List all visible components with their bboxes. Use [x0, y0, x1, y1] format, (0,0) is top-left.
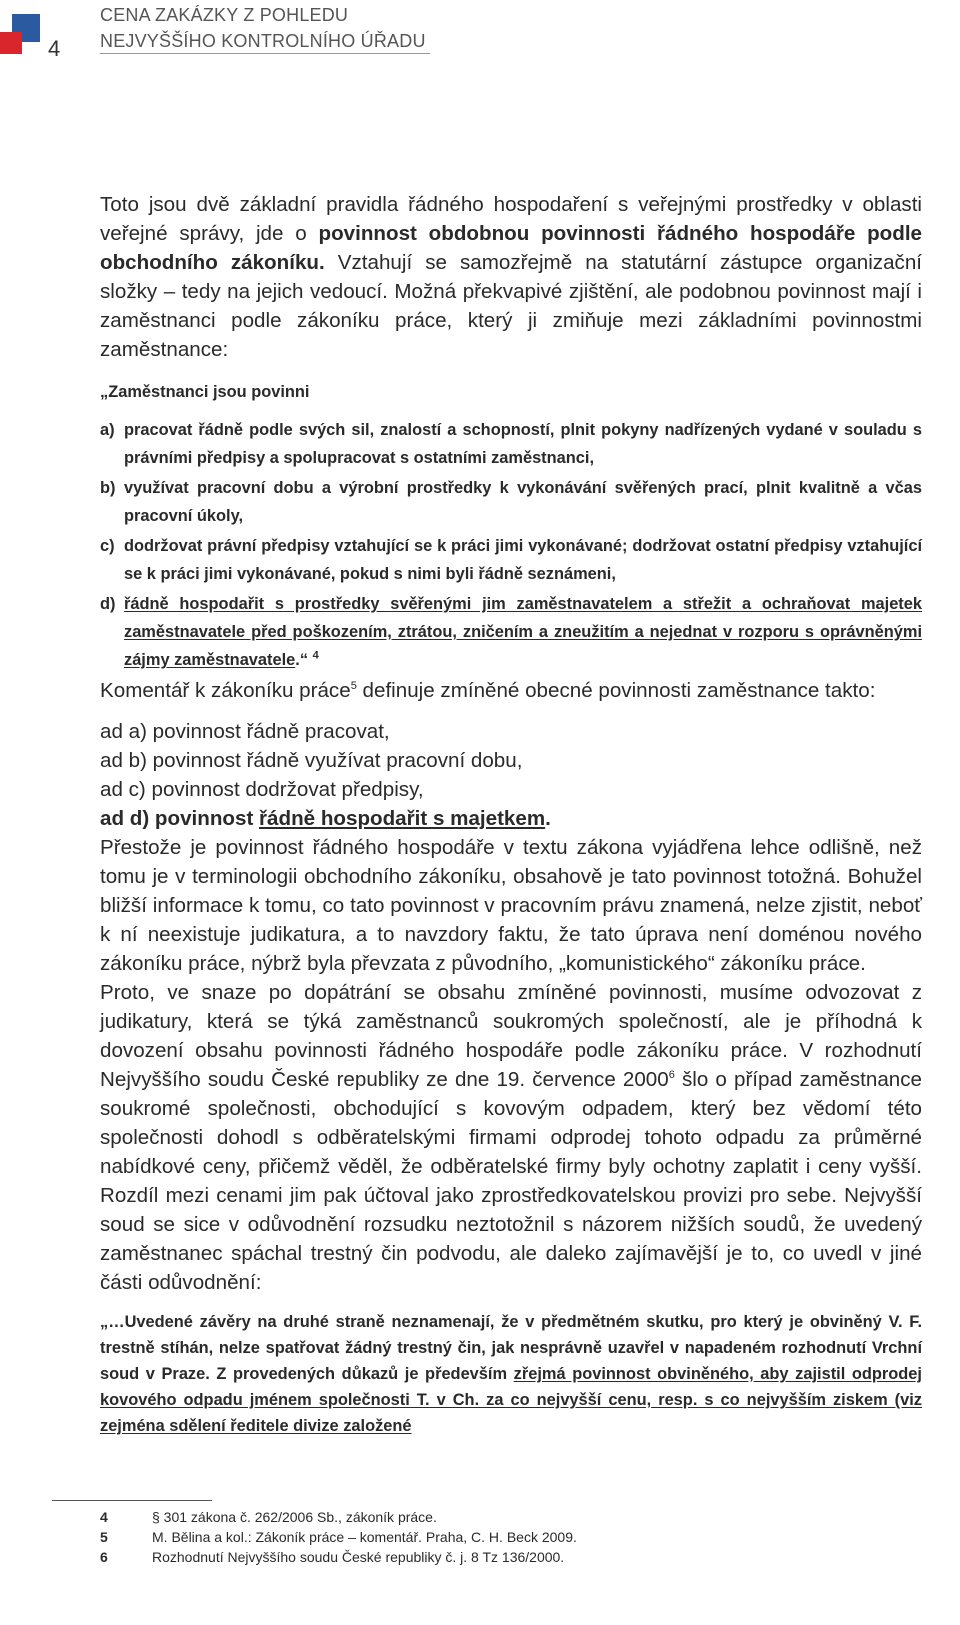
footnote-ref-5[interactable]: 5 — [350, 680, 357, 693]
p1-text-a: Toto jsou dvě základní pravidla řádného hospodaření s veřejnými prostředky v oblasti veřejné správy, jde o — [100, 193, 922, 245]
p1-bold-text: povinnost obdobnou povinnosti řádného hospodáře podle obchodního zákoníku. — [100, 222, 923, 274]
running-header — [100, 2, 426, 54]
item-d-underlined: řádně hospodařit s prostředky svěřenými jim zaměstnavatelem a střežit a ochraňovat majetek zaměstnavatele před poškozením, ztrátou, zničením a zneužitím a nejednat v rozporu s oprávněnými zájmy zaměstnavatele — [124, 595, 922, 669]
footnote-number: 5 — [100, 1529, 108, 1545]
commentary-list — [100, 717, 922, 833]
item-marker: c) — [100, 537, 115, 555]
item-text: dodržovat právní předpisy vztahující se k práci jimi vykonávané; dodržovat ostatní předpisy vztahující se k práci jimi vykonávané, pokud s nimi byli řádně seznámeni, — [124, 537, 922, 583]
quote1-item-a — [100, 416, 922, 472]
footnote-text: Rozhodnutí Nejvyššího soudu České republiky č. j. 8 Tz 136/2000. — [152, 1549, 565, 1565]
footnote-rule — [52, 1500, 212, 1501]
page-number: 4 — [48, 36, 61, 61]
p2-text-a: Komentář k zákoníku práce — [100, 679, 351, 702]
quote1-item-d — [100, 590, 922, 674]
footnote-text: § 301 zákona č. 262/2006 Sb., zákoník práce. — [152, 1509, 437, 1525]
p4-text-b: šlo o případ zaměstnance soukromé společnosti, obchodující s kovovým odpadem, který bez vědomí této společnosti dohodl s odběratelskými firmami odprodej tohoto odpadu za průměrné nabídkové ceny, přičemž věděl, že odběratelské firmy byly ochotny zaplatit i ceny vyšší. Rozdíl mezi cenami jim pak účtoval jako zprostředkovatelskou provizi pro sebe. Nejvyšší soud se sice v odůvodnění rozsudku neztotožnil s názorem nižších soudů, že uvedený zaměstnanec spáchal trestný čin podvodu, ale daleko zajímavější je to, co uvedl v jiné části odůvodnění: — [100, 1068, 922, 1294]
nku-logo — [0, 14, 42, 56]
ad-a: ad a) povinnost řádně pracovat, — [100, 720, 390, 743]
ad-c: ad c) povinnost dodržovat předpisy, — [100, 778, 424, 801]
main-text — [100, 190, 922, 1439]
footnote-6 — [100, 1547, 577, 1567]
quote-2 — [100, 1309, 922, 1439]
item-text: využívat pracovní dobu a výrobní prostředky k vykonávání svěřených prací, plnit kvalitně a včas pracovní úkoly, — [124, 479, 922, 525]
running-title-line2: NEJVYŠŠÍHO KONTROLNÍHO ÚŘADU — [100, 31, 426, 51]
item-marker: b) — [100, 479, 116, 497]
quote1-intro: „Zaměstnanci jsou povinni — [100, 383, 310, 401]
paragraph-2 — [100, 676, 922, 705]
paragraph-1 — [100, 190, 922, 364]
p2-text-b: definuje zmíněné obecné povinnosti zaměstnance takto: — [356, 679, 876, 702]
quote2-underlined: zřejmá povinnost obviněného, aby zajistil odprodej kovového odpadu jménem společnosti T. v Ch. za co nejvyšší cenu, resp. s co nejvyšším ziskem (viz zejména sdělení ředitele divize založené — [100, 1365, 922, 1435]
item-marker: d) — [100, 595, 116, 613]
p1-text-c: Vztahují se samozřejmě na statutární zástupce organizační složky – tedy na jejich vedoucí. Možná překvapivé zjištění, ale podobnou povinnost mají i zaměstnanci podle zákoníku práce, který ji zmiňuje mezi základními povinnostmi zaměstnance: — [100, 251, 922, 361]
footnote-5 — [100, 1527, 577, 1547]
quote1-item-c — [100, 532, 922, 588]
item-text — [124, 590, 922, 674]
ad-d — [100, 804, 922, 833]
ad-d-post: . — [545, 807, 551, 830]
ad-b: ad b) povinnost řádně využívat pracovní dobu, — [100, 749, 523, 772]
paragraph-4 — [100, 978, 922, 1297]
footnotes — [100, 1507, 577, 1567]
logo-red-square — [0, 32, 22, 54]
footnote-number: 6 — [100, 1549, 108, 1565]
item-marker: a) — [100, 421, 115, 439]
footnote-4 — [100, 1507, 577, 1527]
ad-d-underlined: řádně hospodařit s majetkem — [259, 807, 546, 830]
running-title-line1: CENA ZAKÁZKY Z POHLEDU — [100, 5, 349, 25]
footnote-number: 4 — [100, 1509, 108, 1525]
paragraph-3: Přestože je povinnost řádného hospodáře v textu zákona vyjádřena lehce odlišně, než tomu je v terminologii obchodního zákoníku, obsahově je tato povinnost totožná. Bohužel bližší informace k tomu, co tato povinnost v pracovním právu znamená, nelze zjistit, neboť k ní neexistuje judikatura, a to navzdory faktu, že tato úprava není doménou nového zákoníku práce, nýbrž byla převzata z původního, „komunistického“ zákoníku práce. — [100, 836, 922, 975]
footnote-ref-4[interactable]: 4 — [312, 649, 319, 662]
footnote-ref-6[interactable]: 6 — [668, 1069, 675, 1082]
item-d-tail: .“ — [295, 651, 309, 669]
item-text: pracovat řádně podle svých sil, znalostí a schopností, plnit pokyny nadřízených vydané v souladu s právními předpisy a spolupracovat s ostatními zaměstnanci, — [124, 421, 922, 467]
header-rule — [100, 53, 430, 54]
p4-text-a: Proto, ve snaze po dopátrání se obsahu zmíněné povinnosti, musíme odvozovat z judikatury, která se týká zaměstnanců soukromých společností, ale je příhodná k dovození obsahu povinnosti řádného hospodáře podle zákoníku práce. V rozhodnutí Nejvyššího soudu České republiky ze dne 19. července 2000 — [100, 981, 922, 1091]
footnote-text: M. Bělina a kol.: Zákoník práce – komentář. Praha, C. H. Beck 2009. — [152, 1529, 577, 1545]
quote2-text: „…Uvedené závěry na druhé straně neznamenají, že v předmětném skutku, pro který je obviněný V. F. trestně stíhán, nelze spatřovat žádný trestný čin, jak nesprávně uzavřel v napadeném rozhodnutí Vrchní soud v Praze. Z provedených důkazů je především — [100, 1313, 922, 1383]
quote1-item-b — [100, 474, 922, 530]
ad-d-pre: ad d) povinnost — [100, 807, 260, 830]
